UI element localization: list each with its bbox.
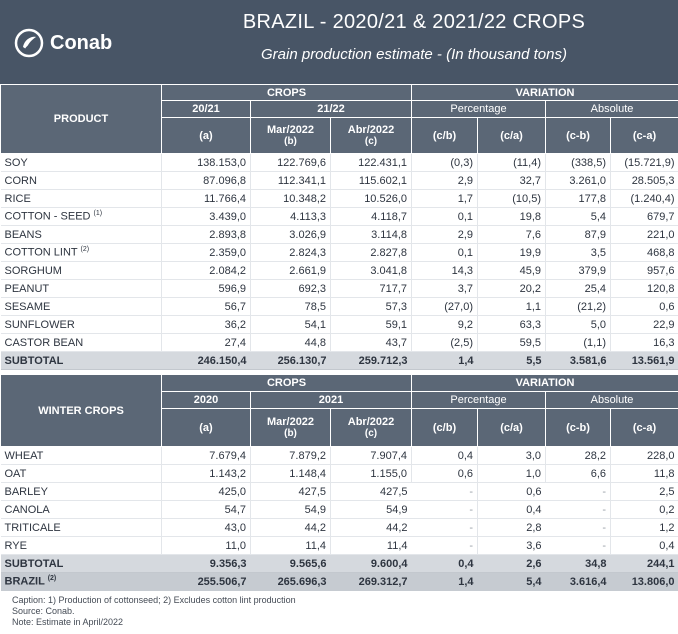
cell-a: 255.506,7 xyxy=(162,573,251,591)
product-name: BEANS xyxy=(1,226,162,244)
cell-cma: (1.240,4) xyxy=(611,190,678,208)
cell-cb: - xyxy=(412,483,478,501)
product-name: CANOLA xyxy=(1,501,162,519)
cell-ca: 19,8 xyxy=(478,208,546,226)
cell-ca: 45,9 xyxy=(478,262,546,280)
cell-cma: 22,9 xyxy=(611,316,678,334)
product-name: BRAZIL $^{(2)}$ xyxy=(1,573,162,591)
absolute-header: Absolute xyxy=(546,101,678,118)
percentage-header: Percentage xyxy=(412,101,546,118)
table-row xyxy=(1,280,678,298)
winter-col-ca-header: (c/a) xyxy=(478,409,546,447)
winter-crops-table xyxy=(0,374,678,591)
product-name: RYE xyxy=(1,537,162,555)
winter-col-c-header: Abr/2022 (c) xyxy=(331,409,412,447)
report-header xyxy=(0,0,678,84)
cell-c: 43,7 xyxy=(331,334,412,352)
cell-c: 259.712,3 xyxy=(331,352,412,370)
cell-cb: - xyxy=(412,537,478,555)
winter-product-header: WINTER CROPS xyxy=(1,375,162,447)
cell-ca: (10,5) xyxy=(478,190,546,208)
variation-header: VARIATION xyxy=(412,85,678,101)
table-row xyxy=(1,334,678,352)
cell-c: 3.114,8 xyxy=(331,226,412,244)
cell-cmb: 87,9 xyxy=(546,226,611,244)
cell-cmb: 3,5 xyxy=(546,244,611,262)
cell-b: 54,1 xyxy=(251,316,331,334)
product-name: BARLEY xyxy=(1,483,162,501)
cell-cb: (0,3) xyxy=(412,154,478,172)
cell-b: 7.879,2 xyxy=(251,447,331,465)
winter-col-cmb-header: (c-b) xyxy=(546,409,611,447)
cell-cb: 1,7 xyxy=(412,190,478,208)
cell-cmb: (21,2) xyxy=(546,298,611,316)
cell-a: 138.153,0 xyxy=(162,154,251,172)
cell-b: 4.113,3 xyxy=(251,208,331,226)
product-name: OAT xyxy=(1,465,162,483)
cell-b: 2.824,3 xyxy=(251,244,331,262)
cell-a: 11.766,4 xyxy=(162,190,251,208)
footnote-marker: (1) xyxy=(93,210,103,218)
logo-text: Conab xyxy=(50,31,113,54)
cell-cma: 120,8 xyxy=(611,280,678,298)
cell-cma: (15.721,9) xyxy=(611,154,678,172)
cell-cb: 2,9 xyxy=(412,226,478,244)
cell-a: 246.150,4 xyxy=(162,352,251,370)
cell-b: 11,4 xyxy=(251,537,331,555)
cell-c: 4.118,7 xyxy=(331,208,412,226)
col-b-header: Mar/2022 (b) xyxy=(251,118,331,154)
cell-cma: 228,0 xyxy=(611,447,678,465)
table-row xyxy=(1,208,678,226)
cell-a: 7.679,4 xyxy=(162,447,251,465)
cell-a: 596,9 xyxy=(162,280,251,298)
cell-cb: 0,4 xyxy=(412,447,478,465)
total-row xyxy=(1,573,678,591)
col-cma-header: (c-a) xyxy=(611,118,678,154)
cell-cb: - xyxy=(412,519,478,537)
product-header: PRODUCT xyxy=(1,85,162,154)
table-row xyxy=(1,447,678,465)
cell-ca: 2,6 xyxy=(478,555,546,573)
product-name: COTTON - SEED $^{(1)}$ xyxy=(1,208,162,226)
cell-ca: 59,5 xyxy=(478,334,546,352)
cell-b: 112.341,1 xyxy=(251,172,331,190)
footnote-marker: (2) xyxy=(47,575,57,583)
year2-header: 21/22 xyxy=(251,101,412,118)
cell-cmb: - xyxy=(546,501,611,519)
cell-b: 265.696,3 xyxy=(251,573,331,591)
winter-col-cma-header: (c-a) xyxy=(611,409,678,447)
caption-notes: Caption: 1) Production of cottonseed; 2) Excludes cotton lint production xyxy=(12,595,296,605)
cell-cma: 1,2 xyxy=(611,519,678,537)
cell-cmb: - xyxy=(546,519,611,537)
cell-b: 256.130,7 xyxy=(251,352,331,370)
cell-cb: 3,7 xyxy=(412,280,478,298)
cell-b: 44,2 xyxy=(251,519,331,537)
table-row xyxy=(1,172,678,190)
cell-ca: 1,1 xyxy=(478,298,546,316)
cell-cb: 0,1 xyxy=(412,244,478,262)
cell-a: 87.096,8 xyxy=(162,172,251,190)
cell-ca: 3,6 xyxy=(478,537,546,555)
winter-absolute-header: Absolute xyxy=(546,392,678,409)
cell-cmb: 5,0 xyxy=(546,316,611,334)
summer-crops-table xyxy=(0,84,678,370)
cell-a: 11,0 xyxy=(162,537,251,555)
table-row xyxy=(1,501,678,519)
cell-a: 9.356,3 xyxy=(162,555,251,573)
caption-note: Note: Estimate in April/2022 xyxy=(12,617,124,627)
cell-cb: (27,0) xyxy=(412,298,478,316)
table-row xyxy=(1,298,678,316)
cell-cmb: 3.581,6 xyxy=(546,352,611,370)
cell-c: 3.041,8 xyxy=(331,262,412,280)
cell-cma: 957,6 xyxy=(611,262,678,280)
winter-percentage-header: Percentage xyxy=(412,392,546,409)
cell-b: 9.565,6 xyxy=(251,555,331,573)
cell-cma: 0,6 xyxy=(611,298,678,316)
product-name: SUBTOTAL xyxy=(1,555,162,573)
cell-cb: 2,9 xyxy=(412,172,478,190)
cell-c: 59,1 xyxy=(331,316,412,334)
cell-c: 269.312,7 xyxy=(331,573,412,591)
cell-c: 10.526,0 xyxy=(331,190,412,208)
cell-ca: 2,8 xyxy=(478,519,546,537)
subtotal-row xyxy=(1,352,678,370)
cell-ca: 32,7 xyxy=(478,172,546,190)
cell-c: 1.155,0 xyxy=(331,465,412,483)
cell-cma: 244,1 xyxy=(611,555,678,573)
cell-a: 36,2 xyxy=(162,316,251,334)
cell-b: 427,5 xyxy=(251,483,331,501)
cell-ca: (11,4) xyxy=(478,154,546,172)
cell-cmb: 177,8 xyxy=(546,190,611,208)
cell-c: 44,2 xyxy=(331,519,412,537)
cell-cmb: 379,9 xyxy=(546,262,611,280)
conab-logo xyxy=(14,28,112,58)
winter-year2-header: 2021 xyxy=(251,392,412,409)
cell-a: 43,0 xyxy=(162,519,251,537)
cell-cb: 0,1 xyxy=(412,208,478,226)
cell-c: 57,3 xyxy=(331,298,412,316)
cell-cma: 13.806,0 xyxy=(611,573,678,591)
cell-cma: 221,0 xyxy=(611,226,678,244)
winter-year1-header: 2020 xyxy=(162,392,251,409)
table-row xyxy=(1,154,678,172)
cell-a: 2.893,8 xyxy=(162,226,251,244)
cell-cb: 1,4 xyxy=(412,573,478,591)
cell-cma: 468,8 xyxy=(611,244,678,262)
cell-ca: 0,6 xyxy=(478,483,546,501)
product-name: CASTOR BEAN xyxy=(1,334,162,352)
cell-ca: 5,4 xyxy=(478,573,546,591)
product-name: SOY xyxy=(1,154,162,172)
cell-cma: 13.561,9 xyxy=(611,352,678,370)
product-name: RICE xyxy=(1,190,162,208)
winter-col-a-header: (a) xyxy=(162,409,251,447)
cell-cmb: 6,6 xyxy=(546,465,611,483)
cell-ca: 63,3 xyxy=(478,316,546,334)
cell-ca: 5,5 xyxy=(478,352,546,370)
product-name: SUNFLOWER xyxy=(1,316,162,334)
caption xyxy=(12,595,296,628)
cell-cb: 14,3 xyxy=(412,262,478,280)
page-title: BRAZIL - 2020/21 & 2021/22 CROPS xyxy=(242,11,586,33)
cell-b: 54,9 xyxy=(251,501,331,519)
cell-c: 115.602,1 xyxy=(331,172,412,190)
cell-c: 7.907,4 xyxy=(331,447,412,465)
product-name: CORN xyxy=(1,172,162,190)
product-name: SUBTOTAL xyxy=(1,352,162,370)
cell-c: 54,9 xyxy=(331,501,412,519)
table-row xyxy=(1,244,678,262)
cell-cmb: - xyxy=(546,483,611,501)
cell-cma: 679,7 xyxy=(611,208,678,226)
year1-header: 20/21 xyxy=(162,101,251,118)
cell-c: 2.827,8 xyxy=(331,244,412,262)
product-name: PEANUT xyxy=(1,280,162,298)
cell-cmb: (338,5) xyxy=(546,154,611,172)
cell-ca: 20,2 xyxy=(478,280,546,298)
winter-col-cb-header: (c/b) xyxy=(412,409,478,447)
cell-c: 11,4 xyxy=(331,537,412,555)
table-row xyxy=(1,519,678,537)
cell-cma: 2,5 xyxy=(611,483,678,501)
cell-a: 425,0 xyxy=(162,483,251,501)
table-row xyxy=(1,537,678,555)
table-row xyxy=(1,483,678,501)
cell-ca: 0,4 xyxy=(478,501,546,519)
cell-cma: 16,3 xyxy=(611,334,678,352)
cell-b: 78,5 xyxy=(251,298,331,316)
cell-c: 9.600,4 xyxy=(331,555,412,573)
footnote-marker: (2) xyxy=(80,246,90,254)
col-cmb-header: (c-b) xyxy=(546,118,611,154)
page-subtitle: Grain production estimate - (In thousand tons) xyxy=(261,46,567,63)
cell-cb: 0,4 xyxy=(412,555,478,573)
cell-cb: 0,6 xyxy=(412,465,478,483)
cell-cmb: 3.616,4 xyxy=(546,573,611,591)
winter-col-b-header: Mar/2022 (b) xyxy=(251,409,331,447)
cell-cb: - xyxy=(412,501,478,519)
cell-cma: 0,4 xyxy=(611,537,678,555)
cell-cb: 1,4 xyxy=(412,352,478,370)
cell-cmb: 3.261,0 xyxy=(546,172,611,190)
cell-cmb: - xyxy=(546,537,611,555)
cell-a: 2.084,2 xyxy=(162,262,251,280)
col-ca-header: (c/a) xyxy=(478,118,546,154)
cell-b: 3.026,9 xyxy=(251,226,331,244)
cell-c: 427,5 xyxy=(331,483,412,501)
cell-a: 56,7 xyxy=(162,298,251,316)
cell-cb: 9,2 xyxy=(412,316,478,334)
cell-b: 692,3 xyxy=(251,280,331,298)
table-row xyxy=(1,316,678,334)
cell-b: 122.769,6 xyxy=(251,154,331,172)
table-row xyxy=(1,465,678,483)
cell-a: 3.439,0 xyxy=(162,208,251,226)
conab-logo-icon xyxy=(14,28,44,58)
product-name: COTTON LINT $^{(2)}$ xyxy=(1,244,162,262)
subtotal-row xyxy=(1,555,678,573)
product-name: WHEAT xyxy=(1,447,162,465)
product-name: SESAME xyxy=(1,298,162,316)
cell-b: 10.348,2 xyxy=(251,190,331,208)
caption-source: Source: Conab. xyxy=(12,606,75,616)
cell-cma: 28.505,3 xyxy=(611,172,678,190)
cell-cma: 11,8 xyxy=(611,465,678,483)
cell-c: 717,7 xyxy=(331,280,412,298)
cell-ca: 1,0 xyxy=(478,465,546,483)
cell-cmb: 25,4 xyxy=(546,280,611,298)
table-row xyxy=(1,190,678,208)
cell-a: 54,7 xyxy=(162,501,251,519)
product-name: TRITICALE xyxy=(1,519,162,537)
cell-b: 1.148,4 xyxy=(251,465,331,483)
cell-cmb: 28,2 xyxy=(546,447,611,465)
cell-a: 2.359,0 xyxy=(162,244,251,262)
cell-a: 1.143,2 xyxy=(162,465,251,483)
crops-header: CROPS xyxy=(162,85,412,101)
table-row xyxy=(1,226,678,244)
cell-c: 122.431,1 xyxy=(331,154,412,172)
cell-cmb: 5,4 xyxy=(546,208,611,226)
col-a-header: (a) xyxy=(162,118,251,154)
cell-ca: 19,9 xyxy=(478,244,546,262)
cell-ca: 7,6 xyxy=(478,226,546,244)
cell-cma: 0,2 xyxy=(611,501,678,519)
cell-cmb: (1,1) xyxy=(546,334,611,352)
col-c-header: Abr/2022 (c) xyxy=(331,118,412,154)
cell-ca: 3,0 xyxy=(478,447,546,465)
cell-a: 27,4 xyxy=(162,334,251,352)
table-row xyxy=(1,262,678,280)
cell-b: 44,8 xyxy=(251,334,331,352)
cell-cmb: 34,8 xyxy=(546,555,611,573)
product-name: SORGHUM xyxy=(1,262,162,280)
winter-variation-header: VARIATION xyxy=(412,375,678,392)
col-cb-header: (c/b) xyxy=(412,118,478,154)
cell-b: 2.661,9 xyxy=(251,262,331,280)
winter-crops-header: CROPS xyxy=(162,375,412,392)
cell-cb: (2,5) xyxy=(412,334,478,352)
